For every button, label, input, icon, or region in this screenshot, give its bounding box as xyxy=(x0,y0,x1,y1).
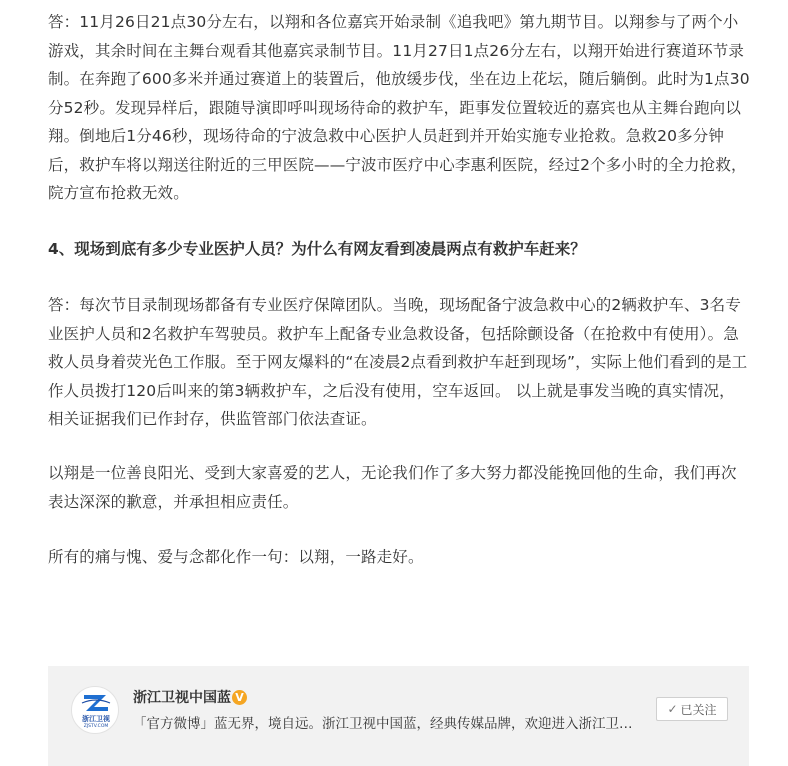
logo-wordmark: 浙江卫视 xyxy=(82,715,110,723)
answer-paragraph-q4: 答：每次节目录制现场都备有专业医疗保障团队。当晚，现场配备宁波急救中心的2辆救护车、3名专业医护人员和2名救护车驾驶员。救护车上配备专业急救设备，包括除颤设备（在抢救中有使用）。急救人员身着荧光色工作服。至于网友爆料的“在凌晨2点看到救护车赶到现场”，实际上他们看到的是工作人员拨打120后叫来的第3辆救护车，之后没有使用，空车返回。 以上就是事发当晚的真实情况，相关证据我们已作封存，供监管部门依法查证。 xyxy=(48,296,748,428)
author-description: 「官方微博」蓝无界，境自远。浙江卫视中国蓝，经典传媒品牌，欢迎进入浙江卫… xyxy=(133,716,633,732)
check-icon: ✓ xyxy=(667,702,678,716)
author-name[interactable]: 浙江卫视中国蓝 xyxy=(133,690,231,706)
logo-domain: ZJSTV.COM xyxy=(83,724,109,729)
follow-button-label: 已关注 xyxy=(680,702,717,717)
answer-paragraph-q3: 答：11月26日21点30分左右，以翔和各位嘉宾开始录制《追我吧》第九期节目。以翔参与了两个小游戏，其余时间在主舞台观看其他嘉宾录制节目。11月27日1点26分左右，以翔开始进行赛道环节录制。在奔跑了600多米并通过赛道上的装置后，他放缓步伐，坐在边上花坛，随后躺倒。此时为1点30分52秒。发现异样后，跟随导演即呼叫现场待命的救护车，距事发位置较近的嘉宾也从主舞台跑向以翔。倒地后1分46秒，现场待命的宁波急救中心医护人员赶到并开始实施专业抢救。急救20多分钟后，救护车将以翔送往附近的三甲医院——宁波市医疗中心李惠利医院，经过2个多小时的全力抢救，院方宣布抢救无效。 xyxy=(48,13,750,202)
author-avatar[interactable] xyxy=(71,686,119,734)
verified-badge-icon: V xyxy=(232,690,247,705)
author-card xyxy=(48,666,749,766)
closing-paragraph: 所有的痛与愧、爱与念都化作一句：以翔，一路走好。 xyxy=(48,548,424,566)
follow-button[interactable] xyxy=(656,697,728,721)
apology-paragraph: 以翔是一位善良阳光、受到大家喜爱的艺人，无论我们作了多大努力都没能挽回他的生命，我们再次表达深深的歉意，并承担相应责任。 xyxy=(48,464,737,511)
question-heading-4: 4、现场到底有多少专业医护人员？为什么有网友看到凌晨两点有救护车赶来？ xyxy=(48,240,586,258)
